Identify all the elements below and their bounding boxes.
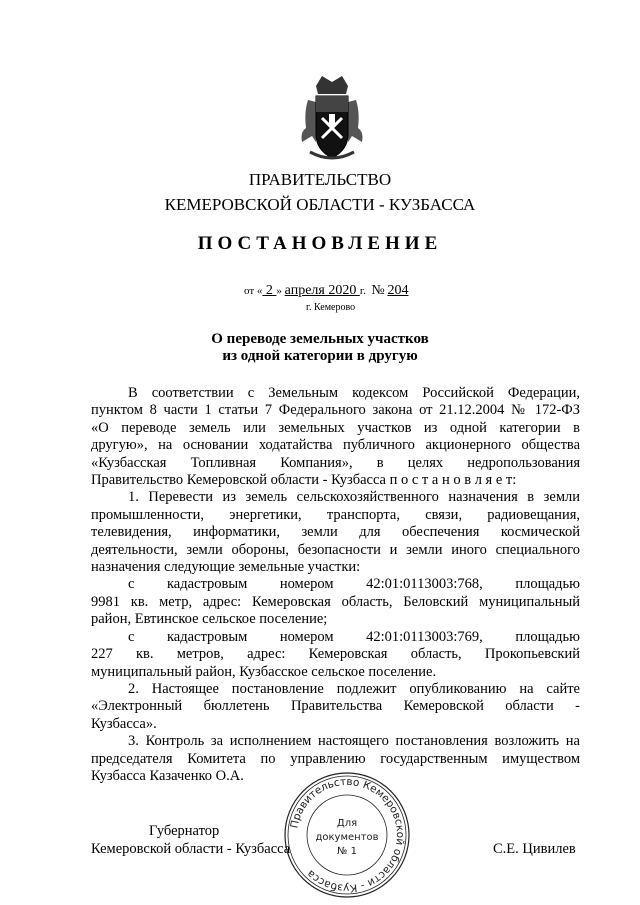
date-number-line	[244, 283, 408, 299]
subject-line1: О переводе земельных участков	[211, 331, 429, 347]
body-line: промышленности, энергетики, транспорта, связи, радиовещания,	[91, 506, 580, 523]
body-line: «Электронный бюллетень Правительства Кемеровской области -	[91, 698, 580, 715]
signatory-name: С.Е. Цивилев	[493, 841, 576, 857]
stamp-center-line3: № 1	[337, 846, 357, 857]
stamp-ring-text: Правительство Кемеровской области - Кузбасса	[288, 775, 407, 895]
signatory-title-line2: Кемеровской области - Кузбасса	[91, 841, 291, 857]
body-line: Кузбасса».	[91, 715, 157, 732]
body-line: председателя Комитета по управлению государственным имуществом	[91, 750, 580, 767]
body-line: «О переводе земель или земельных участков из одной категории в	[91, 419, 580, 436]
body-line: пунктом 8 части 1 статьи 7 Федерального закона от 21.12.2004 № 172-ФЗ	[91, 402, 580, 419]
subject-line2: из одной категории в другую	[222, 348, 418, 364]
body-line: 3. Контроль за исполнением настоящего постановления возложить на	[128, 733, 580, 750]
signatory-title-line1: Губернатор	[149, 823, 220, 839]
stamp-center-line1: Для	[336, 818, 358, 829]
document-number: 204	[387, 283, 409, 298]
org-name-line2: КЕМЕРОВСКОЙ ОБЛАСТИ - КУЗБАССА	[164, 195, 476, 214]
body-line: 9981 кв. метр, адрес: Кемеровская область, Беловский муниципальный	[91, 593, 580, 610]
org-name-line1: ПРАВИТЕЛЬСТВО	[248, 170, 392, 189]
date-mid: »	[276, 285, 282, 297]
body-line: Кузбасса Казаченко О.А.	[91, 767, 244, 784]
body-line: 2. Настоящее постановление подлежит опубликованию на сайте	[128, 680, 580, 697]
body-line: с кадастровым номером 42:01:0113003:768, площадью	[128, 576, 580, 593]
body-line: 227 кв. метров, адрес: Кемеровская область, Прокопьевский	[91, 646, 580, 663]
document-type-title: ПОСТАНОВЛЕНИЕ	[197, 233, 443, 254]
body-line: «Кузбасская Топливная Компания», в целях недропользования	[91, 454, 580, 471]
body-text	[91, 385, 580, 785]
body-line: Правительство Кемеровской области - Кузбасса п о с т а н о в л я е т:	[91, 472, 517, 489]
date-year-suffix: г.	[359, 285, 366, 297]
coat-of-arms-emblem	[296, 72, 368, 164]
body-line: район, Евтинское сельское поселение;	[91, 611, 328, 628]
body-line: 1. Перевести из земель сельскохозяйственного назначения в земли	[128, 489, 580, 506]
body-line: другую», на основании ходатайства публичного акционерного общества	[91, 437, 580, 454]
number-prefix: №	[371, 283, 385, 298]
official-stamp	[282, 770, 412, 900]
city-name: г. Кемерово	[306, 302, 356, 313]
body-line: В соответствии с Земельным кодексом Российской Федерации,	[128, 385, 580, 401]
body-line: назначения следующие земельные участки:	[91, 559, 361, 576]
date-day: 2	[262, 283, 277, 298]
body-line: телевидения, информатики, земли для обеспечения космической	[91, 524, 580, 541]
date-month-year: апреля 2020	[284, 283, 360, 298]
stamp-center-line2: документов	[315, 832, 379, 843]
body-line: деятельности, земли обороны, безопасности и земли иного специального	[91, 541, 580, 558]
body-line: с кадастровым номером 42:01:0113003:769, площадью	[128, 628, 580, 645]
body-line: муниципальный район, Кузбасское сельское поселение.	[91, 663, 437, 680]
date-prefix: от «	[244, 285, 263, 297]
